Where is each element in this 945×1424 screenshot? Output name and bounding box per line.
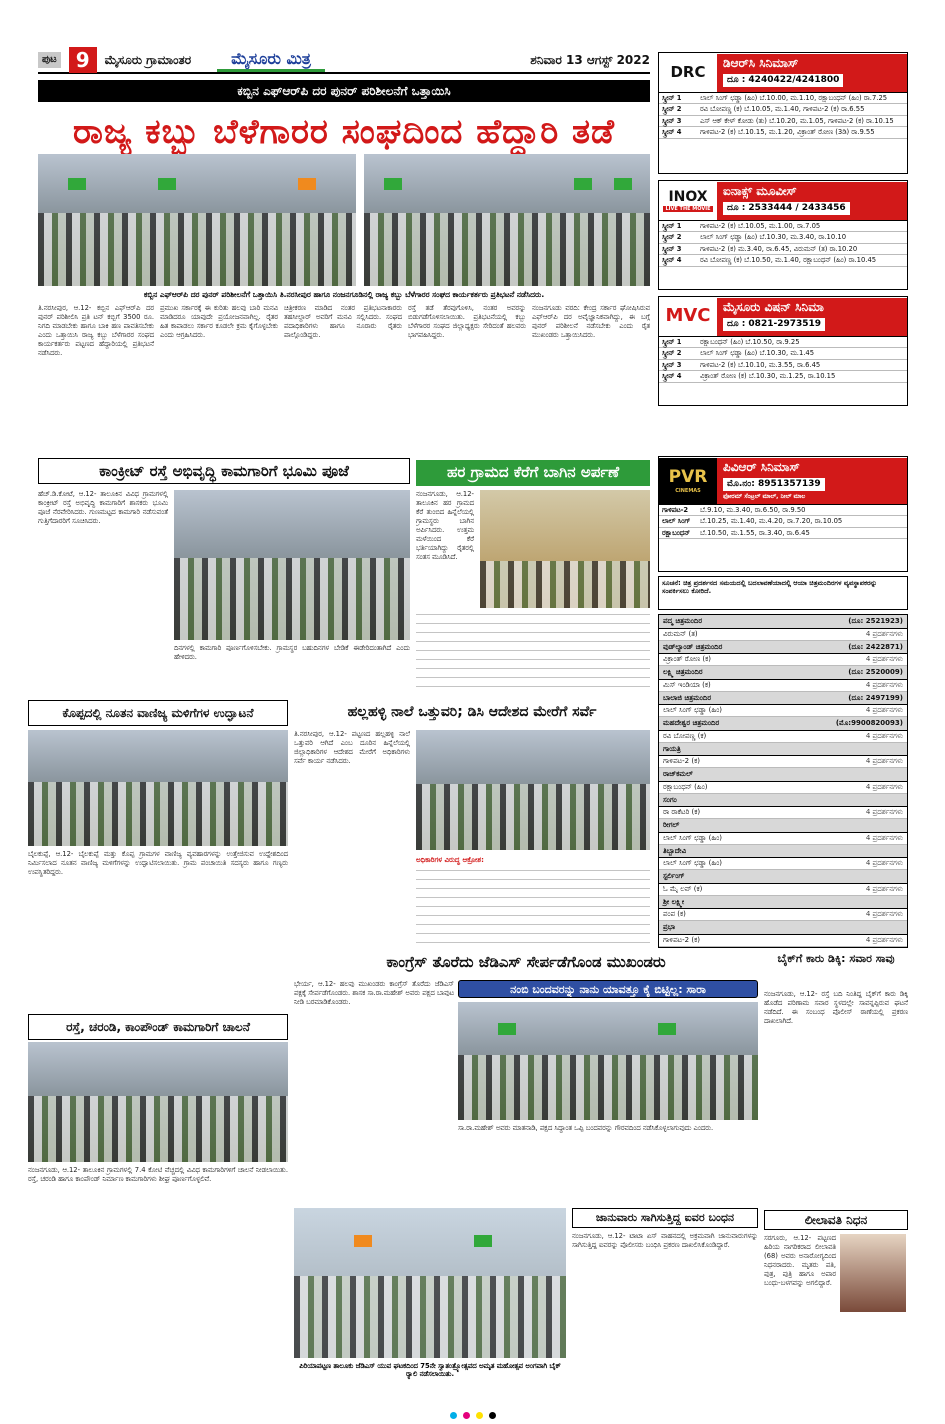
theater-name-row xyxy=(659,819,907,833)
registration-marks xyxy=(0,1412,945,1422)
theater-film-row xyxy=(659,884,907,896)
theater-film-row xyxy=(659,756,907,768)
film-title: ವಿಕ್ರಾಂತ್ ರೋಣ (ಕ) xyxy=(663,655,712,664)
obit-headline: ಲೀಲಾವತಿ ನಿಧನ xyxy=(764,1210,908,1230)
theater-listings xyxy=(658,614,908,948)
showtime-row xyxy=(659,127,907,138)
pvr-listing xyxy=(658,456,908,572)
theater-film-row xyxy=(659,909,907,921)
lake-text-lines xyxy=(416,614,650,694)
theater-film-row xyxy=(659,935,907,947)
theater-name-row xyxy=(659,641,907,655)
road-photo xyxy=(28,1042,288,1162)
canal-text-lines xyxy=(416,870,650,950)
showtimes: ಗಾಳಿಪಟ-2 (ಕ) ಮ.3.40, ರಾ.6.45, ವಿರುಮನ್ (ತ) ರಾ.10.20 xyxy=(700,244,858,253)
showtime-row xyxy=(659,116,907,127)
screen-label: ಸ್ಕ್ರೀನ್ 4 xyxy=(662,128,682,137)
screen-label: ಸ್ಕ್ರೀನ್ 3 xyxy=(662,244,682,253)
dateline: ಶನಿವಾರ 13 ಆಗಸ್ಟ್ 2022 xyxy=(530,52,650,67)
congress-headline: ಕಾಂಗ್ರೆಸ್ ತೊರೆದು ಜೆಡಿಎಸ್ ಸೇರ್ಪಡೆಗೊಂಡ ಮುಖಂಡರು xyxy=(294,950,758,976)
shops-body: ಬೈಲಕುಪ್ಪೆ, ಆ.12- ಬೈಲಕುಪ್ಪೆ ಮತ್ತು ಕೊಪ್ಪ ಗ್ರಾಮಗಳ ವಾಣಿಜ್ಯ ವ್ಯವಹಾರಗಳನ್ನು ಉತ್ತೇಜಿಸುವ ಉದ್ದೇಶದಿಂದ ನಿರ್ಮಿಸಲಾದ ನೂತನ ವಾಣಿಜ್ಯ ಮಳಿಗೆಗಳನ್ನು ಉದ್ಘಾಟಿಸಲಾಯಿತು. ಗ್ರಾಮ ಪಂಚಾಯಿತಿ ಸದಸ್ಯರು ಹಾಗೂ ಗಣ್ಯರು ಉಪಸ್ಥಿತರಿದ್ದರು. xyxy=(28,850,288,876)
theater-name: ಗಾಯತ್ರಿ xyxy=(663,744,681,753)
concrete-body-2: ದಿನಗಳಲ್ಲಿ ಕಾಮಗಾರಿ ಪೂರ್ಣಗೊಳಿಸಬೇಕು. ಗ್ರಾಮಸ್ಥರ ಬಹುದಿನಗಳ ಬೇಡಿಕೆ ಈಡೇರಿದಂತಾಗಿದೆ ಎಂದು ಹೇಳಿದರು. xyxy=(174,644,410,661)
inox-phone: ದೂ : 2533444 / 2433456 xyxy=(723,202,850,215)
rally-photo xyxy=(294,1208,566,1358)
screen-label: ಸ್ಕ್ರೀನ್ 2 xyxy=(662,349,682,358)
theater-film-row xyxy=(659,833,907,845)
congress-body: ಭೇರ್ಯ, ಆ.12- ಹಲವು ಮುಖಂಡರು ಕಾಂಗ್ರೆಸ್ ತೊರೆದು ಜೆಡಿಎಸ್ ಪಕ್ಷಕ್ಕೆ ಸೇರ್ಪಡೆಗೊಂಡರು. ಶಾಸಕ ಸಾ.ರಾ.ಮಹೇಶ್ ಅವರು ಪಕ್ಷದ ಬಾವುಟ ನೀಡಿ ಬರಮಾಡಿಕೊಂಡರು. xyxy=(294,980,454,1006)
bike-body: ನಂಜನಗೂಡು, ಆ.12- ರಸ್ತೆ ಬದಿ ನಿಂತಿದ್ದ ಬೈಕ್‌ಗೆ ಕಾರು ಡಿಕ್ಕಿ ಹೊಡೆದ ಪರಿಣಾಮ ಸವಾರ ಸ್ಥಳದಲ್ಲೇ ಸಾವನ್ನಪ್ಪಿರುವ ಘಟನೆ ನಡೆದಿದೆ. ಈ ಸಂಬಂಧ ಪೊಲೀಸ್ ಠಾಣೆಯಲ್ಲಿ ಪ್ರಕರಣ ದಾಖಲಾಗಿದೆ. xyxy=(764,990,908,1025)
congress-body-2: ಸಾ.ರಾ.ಮಹೇಶ್ ಅವರು ಮಾತನಾಡಿ, ಪಕ್ಷದ ಸಿದ್ಧಾಂತ ಒಪ್ಪಿ ಬಂದವರನ್ನು ಗೌರವದಿಂದ ನಡೆಸಿಕೊಳ್ಳಲಾಗುವುದು ಎಂದರು. xyxy=(458,1124,714,1132)
film-title: ಲಾಲ್ ಸಿಂಗ್ ಛಡ್ಡಾ (ಹಿಂ) xyxy=(663,706,723,715)
showtime-row xyxy=(659,516,907,527)
lead-kicker: ಕಬ್ಬಿನ ಎಫ್‌ಆರ್‌ಪಿ ದರ ಪುನರ್ ಪರಿಶೀಲನೆಗೆ ಒತ್ತಾಯಿಸಿ xyxy=(38,80,650,102)
drc-logo: DRC xyxy=(670,63,706,82)
showtimes: ಲಾಲ್ ಸಿಂಗ್ ಛಡ್ಡಾ (ಹಿಂ) ಬೆ.10.30, ಮ.3.40, ರಾ.10.10 xyxy=(700,233,847,242)
obit-portrait xyxy=(840,1234,906,1312)
theater-phone: (ದೂ: 2422871) xyxy=(848,642,903,651)
showtimes: ರವಿ ಬೋಪಣ್ಣ (ಕ) ಬೆ.10.05, ಮ.1.40, ಗಾಳಿಪಟ-2 (ಕ) ರಾ.6.55 xyxy=(700,105,865,114)
pvr-address: ಫೋರಮ್ ಸೆಂಟ್ರಲ್ ಮಾಲ್, ನೀಲ್ ಮಾಲ xyxy=(723,492,806,500)
concrete-headline: ಕಾಂಕ್ರೀಟ್ ರಸ್ತೆ ಅಭಿವೃದ್ಧಿ ಕಾಮಗಾರಿಗೆ ಭೂಮಿ ಪೂಜೆ xyxy=(38,458,410,484)
shops-headline: ಕೊಪ್ಪದಲ್ಲಿ ನೂತನ ವಾಣಿಜ್ಯ ಮಳಿಗೆಗಳ ಉದ್ಘಾಟನೆ xyxy=(28,700,288,726)
mvc-logo: MVC xyxy=(665,305,711,327)
showtimes: ಲಾಲ್ ಸಿಂಗ್ ಛಡ್ಡಾ (ಹಿಂ) ಬೆ.10.30, ಮ.1.45 xyxy=(700,349,815,358)
canal-photo xyxy=(416,730,650,850)
congress-subhead: ನಂಬಿ ಬಂದವರನ್ನು ನಾನು ಯಾವತ್ತೂ ಕೈ ಬಿಟ್ಟಿಲ್ಲ: ಸಾರಾ xyxy=(458,980,758,998)
theater-name: ಬಾಲಾಜಿ ಚಿತ್ರಮಂದಿರ xyxy=(663,693,712,702)
theater-name: ರಾಜ್‌ಕಮಲ್ xyxy=(663,770,693,778)
theater-film-row xyxy=(659,629,907,641)
theater-name: ಮಹದೇಶ್ವರ ಚಿತ್ರಮಂದಿರ xyxy=(663,719,720,727)
film-title: ರಾ ರಾಕೆಟರಿ (ಕ) xyxy=(663,808,701,817)
inox-logo: INOX LIVE THE MOVIE xyxy=(665,188,711,213)
lead-col-2: ಪ್ರಮುಖ ಸರ್ಕಾರಕ್ಕೆ ಈ ಕುರಿತು ಹಲವು ಬಾರಿ ಮನವಿ ಮಾಡಿದರೂ ಯಾವುದೇ ಪ್ರಯೋಜನವಾಗಿಲ್ಲ. ರೈತರ ಹಿತ ಕಾಪಾಡಲು ಸರ್ಕಾರ ಕೂಡಲೇ ಕ್ರಮ ಕೈಗೊಳ್ಳಬೇಕು ಎಂದು ಆಗ್ರಹಿಸಿದರು. xyxy=(160,304,278,339)
theater-name-row xyxy=(659,768,907,782)
pvr-name: ಪಿವಿಆರ್ ಸಿನಿಮಾಸ್ xyxy=(723,459,800,474)
film-title: ಮಿಸ್ ಇಂಡಿಯಾ (ಕ) xyxy=(663,680,711,689)
screen-label: ಸ್ಕ್ರೀನ್ 2 xyxy=(662,105,682,114)
lead-col-1: ತಿ.ನರಸೀಪುರ, ಆ.12- ಕಬ್ಬಿನ ಎಫ್‌ಆರ್‌ಪಿ ದರ ಪುನರ್ ಪರಿಶೀಲಿಸಿ ಪ್ರತಿ ಟನ್ ಕಬ್ಬಿಗೆ 3500 ರೂ. ನಿಗದಿ ಮಾಡಬೇಕು ಹಾಗೂ ಬಾಕಿ ಹಣ ಪಾವತಿಸಬೇಕು ಎಂದು ಒತ್ತಾಯಿಸಿ ರಾಜ್ಯ ಕಬ್ಬು ಬೆಳೆಗಾರರ ಸಂಘದ ಕಾರ್ಯಕರ್ತರು ಪಟ್ಟಣದ ಹೆದ್ದಾರಿಯಲ್ಲಿ ಪ್ರತಿಭಟನೆ ನಡೆಸಿದರು. xyxy=(38,304,154,357)
lake-body: ನಂಜನಗೂಡು, ಆ.12- ತಾಲೂಕಿನ ಹರ ಗ್ರಾಮದ ಕೆರೆ ತುಂಬಿದ ಹಿನ್ನೆಲೆಯಲ್ಲಿ ಗ್ರಾಮಸ್ಥರು ಬಾಗಿನ ಅರ್ಪಿಸಿದರು. ಉತ್ತಮ ಮಳೆಯಿಂದ ಕೆರೆ ಭರ್ತಿಯಾಗಿದ್ದು ರೈತರಲ್ಲಿ ಸಂತಸ ಮೂಡಿಸಿದೆ. xyxy=(416,490,474,561)
theater-film-row xyxy=(659,680,907,692)
showtimes: ರಕ್ಷಾಬಂಧನ್ (ಹಿಂ) ಬೆ.10.50, ರಾ.9.25 xyxy=(700,338,800,346)
film-title: ರವಿ ಬೋಪಣ್ಣ (ಕ) xyxy=(663,731,707,740)
theater-name: ತಿಬ್ಬಾದೇವಿ xyxy=(663,846,687,855)
lead-col-5: ನಂಜನಗೂಡು ವರದಿ: ಕೇಂದ್ರ ಸರ್ಕಾರ ಘೋಷಿಸಿರುವ ಎಫ್‌ಆರ್‌ಪಿ ದರ ಅವೈಜ್ಞಾನಿಕವಾಗಿದ್ದು, ಈ ಬಗ್ಗೆ ಪುನರ್ ಪರಿಶೀಲನೆ ನಡೆಸಬೇಕು ಎಂದು ರೈತ ಮುಖಂಡರು ಒತ್ತಾಯಿಸಿದರು. xyxy=(532,304,650,339)
show-count: 4 ಪ್ರದರ್ಶನಗಳು xyxy=(865,808,903,817)
showtimes: ಗಾಳಿಪಟ-2 (ಕ) ಬೆ.10.10, ಮ.3.55, ರಾ.6.45 xyxy=(700,360,821,369)
screen-label: ಸ್ಕ್ರೀನ್ 3 xyxy=(662,116,682,125)
page-label: ಪುಟ xyxy=(38,52,61,69)
theater-name-row xyxy=(659,845,907,859)
showtimes: ಲಾಲ್ ಸಿಂಗ್ ಛಡ್ಡಾ (ಹಿಂ) ಬೆ.10.00, ಮ.1.10, ರಕ್ಷಾಬಂಧನ್ (ಹಿಂ) ರಾ.7.25 xyxy=(700,94,888,102)
theater-film-row xyxy=(659,731,907,743)
show-count: 4 ಪ್ರದರ್ಶನಗಳು xyxy=(865,757,903,766)
theater-name-row xyxy=(659,692,907,706)
screen-label: ಲಾಲ್ ಸಿಂಗ್ xyxy=(662,517,691,526)
cinema-notice: ಸೂಚನೆ: ಚಿತ್ರ ಪ್ರದರ್ಶನದ ಸಮಯದಲ್ಲಿ ಬದಲಾವಣೆಯಾದಲ್ಲಿ ಆಯಾ ಚಿತ್ರಮಂದಿರಗಳ ವ್ಯವಸ್ಥಾಪಕರನ್ನು ಸಂಪರ್ಕಿಸಲು ಕೋರಿದೆ. xyxy=(658,576,908,610)
screen-label: ಸ್ಕ್ರೀನ್ 1 xyxy=(662,222,682,230)
theater-name: ಲಕ್ಷ್ಮಿ ಚಿತ್ರಮಂದಿರ xyxy=(663,668,703,676)
drc-phone: ದೂ : 4240422/4241800 xyxy=(723,74,843,87)
screen-label: ಸ್ಕ್ರೀನ್ 4 xyxy=(662,372,682,381)
drc-name: ಡಿಆರ್‌ಸಿ ಸಿನಿಮಾಸ್ xyxy=(723,55,799,70)
mvc-listing xyxy=(658,296,908,406)
showtimes: ಬೆ.10.25, ಮ.1.40, ಮ.4.20, ರಾ.7.20, ರಾ.10.05 xyxy=(700,517,843,526)
canal-headline: ಹಲ್ಲಹಳ್ಳಿ ನಾಲೆ ಒತ್ತುವರಿ; ಡಿಸಿ ಆದೇಶದ ಮೇರೆಗೆ ಸರ್ವೆ xyxy=(294,700,650,726)
showtimes: ರವಿ ಬೋಪಣ್ಣ (ಕ) ಬೆ.10.50, ಮ.1.40, ರಕ್ಷಾಬಂಧನ್ (ಹಿಂ) ರಾ.10.45 xyxy=(700,256,877,265)
shops-photo xyxy=(28,730,288,846)
film-title: ಲಾಲ್ ಸಿಂಗ್ ಛಡ್ಡಾ (ಹಿಂ) xyxy=(663,859,723,868)
theater-film-row xyxy=(659,782,907,794)
showtime-row xyxy=(659,360,907,371)
rally-caption: ಪಿರಿಯಾಪಟ್ಟಣ ತಾಲೂಕು ಜೆಡಿಎಸ್ ಯುವ ಘಟಕದಿಂದ 75ನೇ ಸ್ವಾತಂತ್ರ್ಯೋತ್ಸವದ ಅಮೃತ ಮಹೋತ್ಸವ ಅಂಗವಾಗಿ ಬೈಕ್ ರ‍್ಯಾಲಿ ನಡೆಸಲಾಯಿತು. xyxy=(299,1362,561,1379)
showtime-row xyxy=(659,244,907,255)
canal-subhead: ಅಧಿಕಾರಿಗಳ ವಿರುದ್ಧ ಆಕ್ರೋಶ: xyxy=(416,856,484,864)
lake-headline: ಹರ ಗ್ರಾಮದ ಕೆರೆಗೆ ಬಾಗಿನ ಅರ್ಪಣೆ xyxy=(416,460,650,486)
showtime-row xyxy=(659,104,907,115)
show-count: 4 ಪ್ರದರ್ಶನಗಳು xyxy=(865,859,903,868)
inox-name: ಐನಾಕ್ಸ್ ಮೂವೀಸ್ xyxy=(723,183,797,198)
showtime-row xyxy=(659,93,907,104)
showtime-row xyxy=(659,255,907,266)
theater-phone: (ಮೊ:9900820093) xyxy=(835,719,903,727)
screen-label: ಸ್ಕ್ರೀನ್ 1 xyxy=(662,94,682,102)
film-title: ಲಾಲ್ ಸಿಂಗ್ ಛಡ್ಡಾ (ಹಿಂ) xyxy=(663,833,723,842)
theater-name: ಸ್ಟರ್ಲಿಂಗ್ xyxy=(663,872,685,880)
pvr-logo: PVR CINEMAS xyxy=(659,458,717,504)
showtimes: ಗಾಳಿಪಟ-2 (ಕ) ಬೆ.10.05, ಮ.1.00, ರಾ.7.05 xyxy=(700,222,821,230)
showtimes: ಗಾಳಿಪಟ-2 (ಕ) ಬೆ.10.15, ಮ.1.20, ವಿಕ್ರಾಂತ್ ರೋಣ (3ಡಿ) ರಾ.9.55 xyxy=(700,128,875,137)
congress-photo xyxy=(458,1002,758,1120)
inox-listing xyxy=(658,180,908,290)
page-number: 9 xyxy=(69,47,97,73)
theater-name-row xyxy=(659,743,907,757)
show-count: 4 ಪ್ರದರ್ಶನಗಳು xyxy=(865,680,903,689)
lead-caption: ಕಬ್ಬಿನ ಎಫ್‌ಆರ್‌ಪಿ ದರ ಪುನರ್ ಪರಿಶೀಲನೆಗೆ ಒತ್ತಾಯಿಸಿ ತಿ.ನರಸೀಪುರ ಹಾಗೂ ನಂಜನಗೂಡಿನಲ್ಲಿ ರಾಜ್ಯ ಕಬ್ಬು ಬೆಳೆಗಾರರ ಸಂಘದ ಕಾರ್ಯಕರ್ತರು ಪ್ರತಿಭಟನೆ ನಡೆಸಿದರು. xyxy=(143,290,545,299)
theater-name-row xyxy=(659,870,907,884)
theater-name-row xyxy=(659,921,907,935)
theater-name: ವುಡ್‌ಲ್ಯಾಂಡ್ ಚಿತ್ರಮಂದಿರ xyxy=(663,642,723,651)
concrete-photo xyxy=(174,490,410,640)
theater-name-row xyxy=(659,794,907,808)
theater-name: ಸಂಗಂ xyxy=(663,795,677,804)
show-count: 4 ಪ್ರದರ್ಶನಗಳು xyxy=(865,655,903,664)
theater-name: ಪ್ರಭಾ xyxy=(663,923,676,931)
screen-label: ಸ್ಕ್ರೀನ್ 4 xyxy=(662,256,682,265)
obit-body: ಸರಗೂರು, ಆ.12- ಪಟ್ಟಣದ ಹಿರಿಯ ನಾಗರಿಕರಾದ ಲೀಲಾವತಿ (68) ಅವರು ಅನಾರೋಗ್ಯದಿಂದ ನಿಧನರಾದರು. ಮೃತರು ಪತಿ, ಪುತ್ರ, ಪುತ್ರಿ ಹಾಗೂ ಅಪಾರ ಬಂಧು-ಬಳಗವನ್ನು ಅಗಲಿದ್ದಾರೆ. xyxy=(764,1234,836,1287)
screen-label: ಸ್ಕ್ರೀನ್ 2 xyxy=(662,233,682,242)
lead-photo-right xyxy=(364,154,650,286)
show-count: 4 ಪ್ರದರ್ಶನಗಳು xyxy=(865,935,903,944)
showtime-row xyxy=(659,232,907,243)
newspaper-brand: ಮೈಸೂರು ಮಿತ್ರ xyxy=(217,49,325,72)
edition-name: ಮೈಸೂರು ಗ್ರಾಮಾಂತರ xyxy=(104,52,192,67)
film-title: ರಕ್ಷಾಬಂಧನ್ (ಹಿಂ) xyxy=(663,782,708,791)
showtime-row xyxy=(659,371,907,382)
showtimes: ಬೆ.10.50, ಮ.1.55, ರಾ.3.40, ರಾ.6.45 xyxy=(700,528,810,537)
theater-phone: (ದೂ: 2520009) xyxy=(848,668,903,676)
theater-phone: (ದೂ: 2497199) xyxy=(848,693,903,702)
showtime-row xyxy=(659,528,907,539)
showtime-row xyxy=(659,337,907,348)
film-title: ಪಂಪ (ಕ) xyxy=(663,910,686,919)
canal-body: ತಿ.ನರಸೀಪುರ, ಆ.12- ಪಟ್ಟಣದ ಹಲ್ಲಹಳ್ಳಿ ನಾಲೆ ಒತ್ತುವರಿ ಆಗಿದೆ ಎಂಬ ದೂರಿನ ಹಿನ್ನೆಲೆಯಲ್ಲಿ ಜಿಲ್ಲಾಧಿಕಾರಿಗಳ ಆದೇಶದ ಮೇರೆಗೆ ಅಧಿಕಾರಿಗಳು ಸರ್ವೆ ಕಾರ್ಯ ನಡೆಸಿದರು. xyxy=(294,730,410,765)
theater-film-row xyxy=(659,858,907,870)
theater-name-row xyxy=(659,666,907,680)
theater-name: ಶ್ರೀ ಲಕ್ಷ್ಮೀ xyxy=(663,897,685,906)
film-title: ವಿರುಮನ್ (ತ) xyxy=(663,629,698,638)
film-title: ಗಾಳಿಪಟ-2 (ಕ) xyxy=(663,935,700,944)
road-headline: ರಸ್ತೆ, ಚರಂಡಿ, ಕಾಂಪೌಂಡ್ ಕಾಮಗಾರಿಗೆ ಚಾಲನೆ xyxy=(28,1014,288,1040)
show-count: 4 ಪ್ರದರ್ಶನಗಳು xyxy=(865,731,903,740)
drc-listing xyxy=(658,52,908,174)
showtimes: ಬೆ.9.10, ಮ.3.40, ರಾ.6.50, ರಾ.9.50 xyxy=(700,506,806,514)
cattle-headline: ಜಾನುವಾರು ಸಾಗಿಸುತ್ತಿದ್ದ ಐವರ ಬಂಧನ xyxy=(572,1208,758,1228)
theater-film-row xyxy=(659,705,907,717)
screen-label: ಸ್ಕ್ರೀನ್ 3 xyxy=(662,360,682,369)
theater-name-row xyxy=(659,896,907,910)
showtimes: ವಿಕ್ರಾಂತ್ ರೋಣ (ಕ) ಬೆ.10.30, ಮ.1.25, ರಾ.10.15 xyxy=(700,372,836,381)
theater-film-row xyxy=(659,807,907,819)
lake-photo xyxy=(480,490,650,608)
show-count: 4 ಪ್ರದರ್ಶನಗಳು xyxy=(865,833,903,842)
lead-photo-left xyxy=(38,154,356,286)
lead-headline: ರಾಜ್ಯ ಕಬ್ಬು ಬೆಳೆಗಾರರ ಸಂಘದಿಂದ ಹೆದ್ದಾರಿ ತಡೆ xyxy=(72,112,616,152)
lead-col-3: ಚಿತ್ರೀಕರಣ ಮಾಡಿದ ನಂತರ ಪ್ರತಿಭಟನಾಕಾರರು ತಹಸೀಲ್ದಾರ್ ಅವರಿಗೆ ಮನವಿ ಸಲ್ಲಿಸಿದರು. ಸಂಘದ ಪದಾಧಿಕಾರಿಗಳು ಹಾಗೂ ನೂರಾರು ರೈತರು ಪಾಲ್ಗೊಂಡಿದ್ದರು. xyxy=(284,304,402,339)
theater-name-row xyxy=(659,615,907,629)
show-count: 4 ಪ್ರದರ್ಶನಗಳು xyxy=(865,782,903,791)
theater-name-row xyxy=(659,717,907,731)
mvc-name: ಮೈಸೂರು ವಿಷನ್ ಸಿನಿಮಾ xyxy=(723,299,824,314)
showtime-row xyxy=(659,348,907,359)
screen-label: ಸ್ಕ್ರೀನ್ 1 xyxy=(662,338,682,346)
showtime-row xyxy=(659,221,907,232)
show-count: 4 ಪ್ರದರ್ಶನಗಳು xyxy=(865,884,903,893)
showtimes: ಎಸ್ ಆಕ್ ಕೇಳ್ ಕೋಡು (ತು) ಬೆ.10.20, ಮ.1.05, ಗಾಳಿಪಟ-2 (ಕ) ರಾ.10.15 xyxy=(700,116,894,125)
theater-phone: (ದೂ: 2521923) xyxy=(848,617,903,625)
show-count: 4 ಪ್ರದರ್ಶನಗಳು xyxy=(865,910,903,919)
theater-name: ಪದ್ಮ ಚಿತ್ರಮಂದಿರ xyxy=(663,617,703,625)
bike-headline: ಬೈಕ್‌ಗೆ ಕಾರು ಡಿಕ್ಕಿ: ಸವಾರ ಸಾವು xyxy=(764,950,908,986)
film-title: ಓ ಮೈ ಲವ್ (ಕ) xyxy=(663,884,703,893)
concrete-body: ಹೆಚ್.ಡಿ.ಕೋಟೆ, ಆ.12- ತಾಲೂಕಿನ ವಿವಿಧ ಗ್ರಾಮಗಳಲ್ಲಿ ಕಾಂಕ್ರೀಟ್ ರಸ್ತೆ ಅಭಿವೃದ್ಧಿ ಕಾಮಗಾರಿಗೆ ಶಾಸಕರು ಭೂಮಿ ಪೂಜೆ ನೆರವೇರಿಸಿದರು. ಗುಣಮಟ್ಟದ ಕಾಮಗಾರಿ ನಡೆಸುವಂತೆ ಗುತ್ತಿಗೆದಾರರಿಗೆ ಸೂಚಿಸಿದರು. xyxy=(38,490,168,525)
lead-col-4: ರಸ್ತೆ ತಡೆ ತೆರವುಗೊಳಿಸಿ, ನಂತರ ಅವರನ್ನು ಬಿಡುಗಡೆಗೊಳಿಸಲಾಯಿತು. ಪ್ರತಿಭಟನೆಯಲ್ಲಿ ಕಬ್ಬು ಬೆಳೆಗಾರರ ಸಂಘದ ಜಿಲ್ಲಾಧ್ಯಕ್ಷರು ಸೇರಿದಂತೆ ಹಲವರು ಭಾಗವಹಿಸಿದ್ದರು. xyxy=(408,304,526,339)
screen-label: ರಕ್ಷಾಬಂಧನ್ xyxy=(662,528,691,537)
theater-name: ರೀಗಲ್ xyxy=(663,821,680,829)
road-body: ನಂಜನಗೂಡು, ಆ.12- ತಾಲೂಕಿನ ಗ್ರಾಮಗಳಲ್ಲಿ 7.4 ಕೋಟಿ ವೆಚ್ಚದಲ್ಲಿ ವಿವಿಧ ಕಾಮಗಾರಿಗಳಿಗೆ ಚಾಲನೆ ನೀಡಲಾಯಿತು. ರಸ್ತೆ, ಚರಂಡಿ ಹಾಗೂ ಕಾಂಪೌಂಡ್ ನಿರ್ಮಾಣ ಕಾಮಗಾರಿಗಳು ಶೀಘ್ರ ಪೂರ್ಣಗೊಳ್ಳಲಿವೆ. xyxy=(28,1166,288,1183)
cattle-body: ನಂಜನಗೂಡು, ಆ.12- ಟಾಟಾ ಏಸ್ ವಾಹನದಲ್ಲಿ ಅಕ್ರಮವಾಗಿ ಜಾನುವಾರುಗಳನ್ನು ಸಾಗಿಸುತ್ತಿದ್ದ ಐವರನ್ನು ಪೊಲೀಸರು ಬಂಧಿಸಿ ಪ್ರಕರಣ ದಾಖಲಿಸಿಕೊಂಡಿದ್ದಾರೆ. xyxy=(572,1232,758,1249)
mvc-phone: ದೂ : 0821-2973519 xyxy=(723,318,825,331)
theater-film-row xyxy=(659,654,907,666)
showtime-row xyxy=(659,505,907,516)
screen-label: ಗಾಳಿಪಟ-2 xyxy=(662,506,689,514)
masthead xyxy=(38,48,650,74)
show-count: 4 ಪ್ರದರ್ಶನಗಳು xyxy=(865,629,903,638)
pvr-phone: ಮೊ.ನಂ: 8951357139 xyxy=(723,478,825,491)
show-count: 4 ಪ್ರದರ್ಶನಗಳು xyxy=(865,706,903,715)
film-title: ಗಾಳಿಪಟ-2 (ಕ) xyxy=(663,757,700,766)
